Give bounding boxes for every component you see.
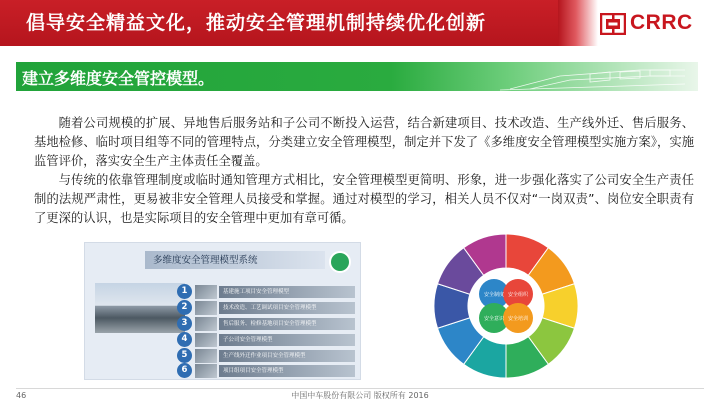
body-text — [34, 114, 694, 228]
paragraph-1: 随着公司规模的扩展、异地售后服务站和子公司不断投入运营，结合新建项目、技术改造、生产线外迁、售后服务、基地检修、临时项目组等不同的管理特点，分类建立安全管理模型，制定并下发了《多维度安全管理模型实施方案》，实施监管评价，落实安全生产主体责任全覆盖。 — [34, 116, 694, 168]
safety-wheel-diagram — [432, 232, 580, 380]
wheel-inner-label: 安全培训 — [507, 316, 529, 322]
row-label: 子公司安全管理模型 — [223, 337, 273, 343]
row-label: 项目组项目安全管理模型 — [223, 368, 284, 374]
diagram-title-bar — [145, 251, 325, 269]
section-banner — [16, 62, 698, 91]
page-number: 46 — [16, 391, 27, 400]
row-number: 1 — [177, 284, 192, 299]
copyright-text: 中国中车股份有限公司 版权所有 2016 — [291, 391, 429, 400]
diagram-title: 多维度安全管理模型系统 — [153, 255, 258, 266]
row-label: 售后服务、检修基地项目安全管理模型 — [223, 321, 317, 327]
crrc-logo — [600, 13, 710, 37]
row-thumbnail — [195, 317, 217, 331]
row-thumbnail — [195, 333, 217, 347]
wheel-inner-label: 安全意识 — [483, 316, 505, 322]
paragraph-2: 与传统的依靠管理制度或临时通知管理方式相比，安全管理模型更简明、形象，进一步强化落实了公司安全生产责任制的法规严肃性，更易被非安全管理人员接受和掌握。通过对模型的学习，相关人员不仅对“一岗双责”、岗位安全职责有了更深的认识，也是实际项目的安全管理中更加有章可循。 — [34, 173, 694, 225]
row-number: 4 — [177, 332, 192, 347]
row-thumbnail — [195, 285, 217, 299]
row-number: 3 — [177, 316, 192, 331]
safety-model-diagram — [84, 242, 361, 380]
slide-title: 倡导安全精益文化，推动安全管理机制持续优化创新 — [26, 12, 487, 34]
row-thumbnail — [195, 364, 217, 378]
row-label: 基建施工项目安全管理模型 — [223, 289, 290, 295]
wheel-inner-ring — [470, 270, 542, 342]
logo-text: CRRC — [630, 11, 693, 34]
row-thumbnail — [195, 349, 217, 363]
train-photo — [95, 283, 185, 333]
section-title: 建立多维度安全管控模型。 — [22, 69, 215, 88]
row-number: 2 — [177, 300, 192, 315]
safety-badge-icon — [329, 251, 351, 273]
row-label: 技术改造、工艺调试项目安全管理模型 — [223, 305, 317, 311]
wheel-inner-label: 安全组织 — [507, 292, 529, 298]
train-silhouette-icon — [490, 62, 690, 91]
wheel-inner-label: 安全制度 — [483, 292, 505, 298]
slide-header — [0, 0, 720, 46]
crrc-emblem-icon — [600, 13, 626, 35]
row-number: 5 — [177, 348, 192, 363]
row-number: 6 — [177, 363, 192, 378]
footer-divider — [16, 388, 704, 389]
row-label: 生产线外迁作业项目安全管理模型 — [223, 353, 306, 359]
row-thumbnail — [195, 301, 217, 315]
